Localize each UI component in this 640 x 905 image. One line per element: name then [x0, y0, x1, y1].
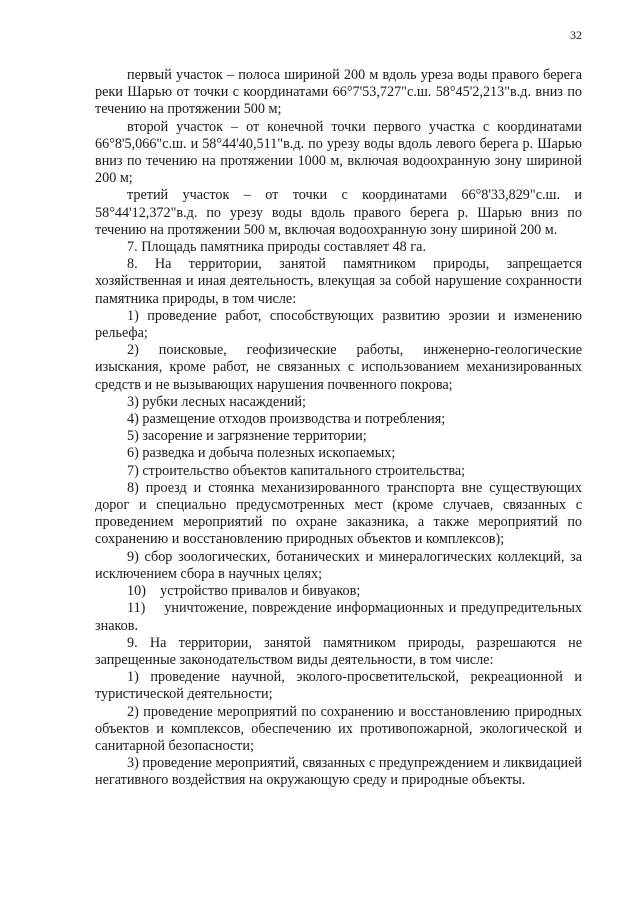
body-text	[95, 67, 586, 790]
paragraph: второй участок – от конечной точки первого участка с координатами 66°8'5,066"с.ш. и 58°44'40,511"в.д. по урезу воды вдоль левого берега р. Шарью вниз по течению на протяжении 1000 м, включая водоохранную зону шириной 200 м;	[95, 118, 582, 187]
list-item: 3) рубки лесных насаждений;	[127, 393, 306, 410]
list-item: 1) проведение работ, способствующих развитию эрозии и изменению рельефа;	[95, 307, 582, 342]
paragraph: первый участок – полоса шириной 200 м вдоль уреза воды правого берега реки Шарью от точки с координатами 66°7'53,727"с.ш. 58°45'2,213"в.д. вниз по течению на протяжении 500 м;	[95, 67, 582, 118]
list-item: 9) сбор зоологических, ботанических и минералогических коллекций, за исключением сбора в научных целях;	[95, 548, 582, 582]
paragraph: 7. Площадь памятника природы составляет 48 га.	[127, 239, 426, 256]
list-item: 2) проведение мероприятий по сохранению и восстановлению природных объектов и комплексов, обеспечению их противопожарной, экологической и санитарной безопасности;	[95, 703, 582, 754]
list-item: 6) разведка и добыча полезных ископаемых;	[127, 445, 396, 462]
list-item: 10) устройство привалов и бивуаков;	[127, 583, 361, 600]
list-item: 5) засорение и загрязнение территории;	[127, 428, 367, 445]
list-item: 11) уничтожение, повреждение информационных и предупредительных знаков.	[95, 600, 586, 634]
list-item: 3) проведение мероприятий, связанных с предупреждением и ликвидацией негативного воздействия на окружающую среду и природные объекты.	[95, 755, 582, 789]
paragraph: 9. На территории, занятой памятником природы, разрешаются не запрещенные законодательством виды деятельности, в том числе:	[95, 634, 582, 668]
list-item: 8) проезд и стоянка механизированного транспорта вне существующих дорог и специально предусмотренных мест (кроме случаев, связанных с проведением мероприятий по охране заказника, а также мероприятий по сохранению и восстановлению природных объектов и комплексов);	[95, 479, 582, 548]
list-item: 2) поисковые, геофизические работы, инженерно-геологические изыскания, кроме работ, не связанных с использованием механизированных средств и не вызывающих нарушения почвенного покрова;	[95, 342, 582, 393]
list-item: 1) проведение научной, эколого-просветительской, рекреационной и туристической деятельности;	[95, 669, 582, 703]
paragraph: 8. На территории, занятой памятником природы, запрещается хозяйственная и иная деятельность, влекущая за собой нарушение сохранности памятника природы, в том числе:	[95, 256, 582, 307]
list-item: 4) размещение отходов производства и потребления;	[127, 411, 446, 428]
paragraph: третий участок – от точки с координатами 66°8'33,829"с.ш. и 58°44'12,372"в.д. по урезу воды вдоль правого берега р. Шарью вниз по течению на протяжении 500 м, включая водоохранную зону шириной 200 м.	[95, 187, 582, 238]
page-number: 32	[570, 28, 582, 42]
list-item: 7) строительство объектов капитального строительства;	[127, 462, 466, 479]
